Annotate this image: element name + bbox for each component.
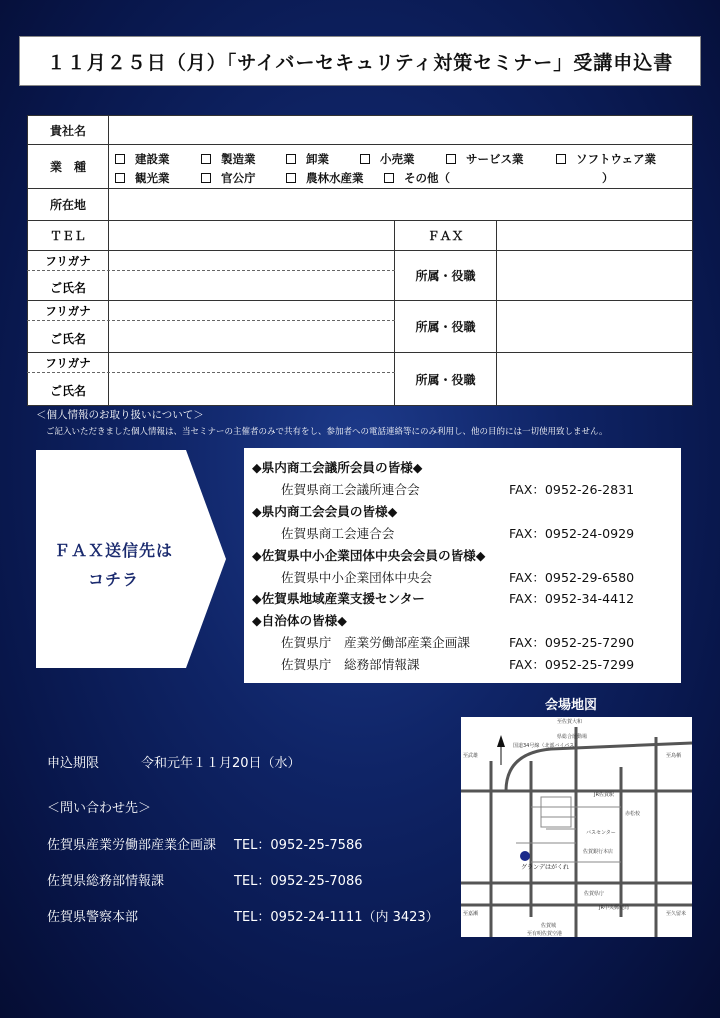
attendee-name-field[interactable] [109,251,395,301]
attendee-name-field[interactable] [109,353,395,406]
dept-field[interactable] [497,353,693,406]
furigana-divider [27,372,395,373]
industry-options-row1 [115,151,656,167]
svg-text:至嘉瀬: 至嘉瀬 [463,911,479,917]
industry-options-row2 [115,170,614,186]
furigana-divider [27,320,395,321]
fax-arrow-line2: コチラ [87,570,139,589]
contact-org: 佐賀県警察本部 [47,910,139,925]
svg-text:JR佐賀駅: JR佐賀駅 [594,792,614,798]
checkbox-icon[interactable] [384,173,394,183]
dest-name: 佐賀県庁 総務部情報課 [281,657,420,672]
industry-option[interactable]: 農林水産業 [286,170,384,186]
checkbox-icon[interactable] [115,173,125,183]
svg-text:赤松校: 赤松校 [625,811,641,817]
furigana-divider [27,270,395,271]
page-title: １１月２５日（月）「サイバーセキュリティ対策セミナー」受講申込書 [46,51,674,74]
svg-text:佐賀銀行本店: 佐賀銀行本店 [583,849,614,855]
svg-text:県総合運動場: 県総合運動場 [557,734,588,740]
checkbox-icon[interactable] [201,173,211,183]
application-form [27,115,693,406]
industry-option[interactable]: 観光業 [115,170,201,186]
checkbox-icon[interactable] [115,154,125,164]
industry-option[interactable]: 官公庁 [201,170,286,186]
industry-option[interactable]: ソフトウェア業 [556,151,656,167]
industry-option[interactable]: 製造業 [201,151,286,167]
industry-option[interactable]: 卸業 [286,151,360,167]
industry-option[interactable]: 建設業 [115,151,201,167]
name-label: ご氏名 [49,280,86,295]
checkbox-icon[interactable] [446,154,456,164]
svg-text:至武雄: 至武雄 [463,753,479,759]
privacy-text: ご記入いただきました個人情報は、当セミナーの主催者のみで共有をし、参加者への電話連絡等にのみ利用し、他の目的には一切使用致しません。 [46,427,608,437]
attendee-name-field[interactable] [109,301,395,353]
industry-option[interactable]: 小売業 [360,151,446,167]
industry-option-other[interactable]: その他（ [384,170,602,186]
dest-fax: FAX：0952-26-2831 [509,482,635,497]
privacy-heading: ＜個人情報のお取り扱いについて＞ [36,409,204,421]
checkbox-icon[interactable] [360,154,370,164]
dept-label: 所属・役職 [395,301,497,353]
checkbox-icon[interactable] [286,154,296,164]
address-field[interactable] [109,189,693,221]
dept-label: 所属・役職 [395,353,497,406]
contact-tel: TEL：0952-25-7586 [234,838,363,853]
contact-org: 佐賀県総務部情報課 [47,874,165,889]
fax-arrow-line1: ＦＡＸ送信先は [53,541,173,560]
svg-text:グランデはがくれ: グランデはがくれ [521,864,570,871]
other-close-paren: ） [602,171,614,185]
svg-text:国道34号線（北部バイパス）: 国道34号線（北部バイパス） [513,743,580,749]
fax-destination-box [244,448,681,683]
furigana-label: フリガナ [45,356,91,370]
dest-name: 佐賀県商工会連合会 [281,526,395,541]
dest-fax: FAX：0952-29-6580 [509,570,635,585]
tel-label: ＴＥＬ [27,221,109,251]
checkbox-icon[interactable] [556,154,566,164]
address-label: 所在地 [27,189,109,221]
fax-label: ＦＡＸ [395,221,497,251]
dest-fax: FAX：0952-34-4412 [509,591,635,606]
dest-heading: ◆佐賀県地域産業支援センター [252,591,425,606]
checkbox-icon[interactable] [286,173,296,183]
dest-fax: FAX：0952-25-7290 [509,635,635,650]
fax-arrow-text [36,536,191,594]
svg-text:至鳥栖: 至鳥栖 [666,753,682,759]
industry-label: 業 種 [27,145,109,189]
name-label: ご氏名 [49,331,86,346]
contact-org: 佐賀県産業労働部産業企画課 [47,838,217,853]
title-banner [19,36,701,86]
industry-option[interactable]: サービス業 [446,151,556,167]
furigana-label: フリガナ [45,254,91,268]
contact-tel: TEL：0952-25-7086 [234,874,363,889]
name-label: ご氏名 [49,383,86,398]
svg-text:佐賀県庁: 佐賀県庁 [584,891,605,897]
furigana-label: フリガナ [45,304,91,318]
dest-fax: FAX：0952-25-7299 [509,657,635,672]
checkbox-icon[interactable] [201,154,211,164]
dept-label: 所属・役職 [395,251,497,301]
dest-heading: ◆県内商工会議所会員の皆様◆ [252,460,423,475]
dest-name: 佐賀県中小企業団体中央会 [281,570,433,585]
dest-name: 佐賀県庁 産業労働部産業企画課 [281,635,470,650]
company-field[interactable] [109,115,693,145]
venue-marker-icon [520,851,530,861]
svg-text:JR中央郵便局: JR中央郵便局 [599,905,629,911]
svg-text:至久留米: 至久留米 [666,911,687,917]
dest-heading: ◆佐賀県中小企業団体中央会会員の皆様◆ [252,548,486,563]
dest-heading: ◆県内商工会会員の皆様◆ [252,504,398,519]
map-title: 会場地図 [545,698,598,713]
deadline-value: 令和元年１１月20日（水） [141,756,301,771]
contact-heading: ＜問い合わせ先＞ [47,801,152,816]
tel-field[interactable] [109,221,395,251]
svg-text:佐賀城: 佐賀城 [541,923,557,929]
dest-heading: ◆自治体の皆様◆ [252,613,347,628]
venue-map [461,717,692,937]
company-label: 貴社名 [27,115,109,145]
svg-text:至佐賀大和: 至佐賀大和 [557,719,583,725]
contact-tel: TEL：0952-24-1111（内 3423） [234,910,439,925]
svg-text:至有明佐賀空港: 至有明佐賀空港 [527,931,563,937]
dept-field[interactable] [497,301,693,353]
deadline-label: 申込期限 [47,756,100,771]
dest-fax: FAX：0952-24-0929 [509,526,635,541]
dept-field[interactable] [497,251,693,301]
dest-name: 佐賀県商工会議所連合会 [281,482,420,497]
fax-field[interactable] [497,221,693,251]
svg-text:バスセンター: バスセンター [586,830,616,836]
